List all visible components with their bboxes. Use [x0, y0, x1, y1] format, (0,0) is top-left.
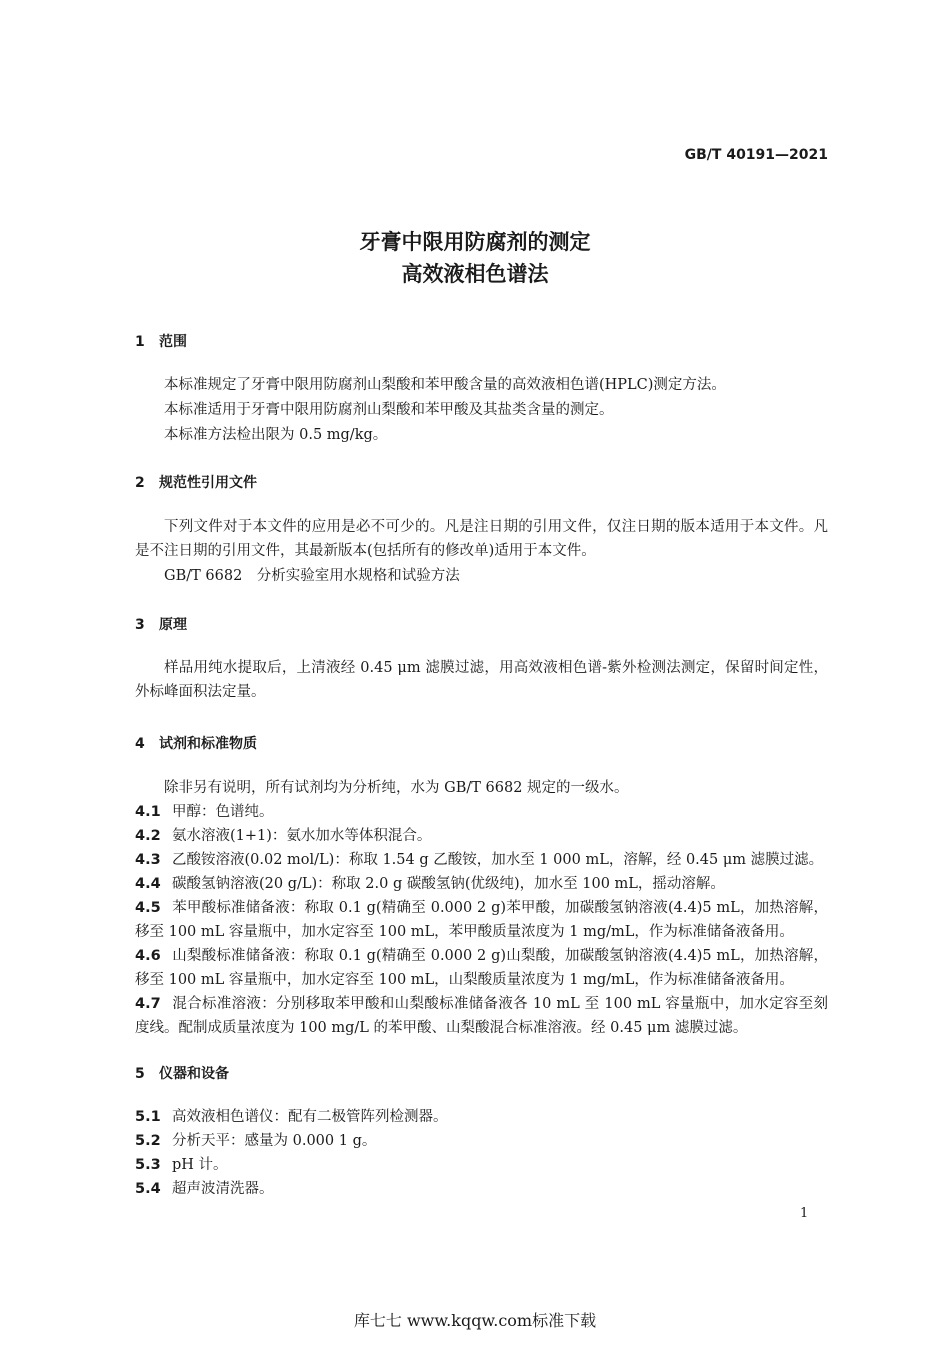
item-number: 4.6	[135, 948, 161, 964]
section-title: 原理	[159, 617, 187, 633]
item-text: 乙酸铵溶液(0.02 mol/L)：称取 1.54 g 乙酸铵，加水至 1 000 mL，溶解，经 0.45 μm 滤膜过滤。	[172, 852, 824, 868]
item-text: 碳酸氢钠溶液(20 g/L)：称取 2.0 g 碳酸氢钠(优级纯)，加水至 100 mL，摇动溶解。	[172, 876, 725, 892]
page-number: 1	[800, 1206, 809, 1221]
item-number: 5.4	[135, 1181, 161, 1197]
section-number: 3	[135, 617, 145, 633]
item-text: 甲醇：色谱纯。	[172, 804, 274, 820]
item-text: 苯甲酸标准储备液：称取 0.1 g(精确至 0.000 2 g)苯甲酸，加碳酸氢钠溶液(4.4)5 mL，加热溶解，移至 100 mL 容量瓶中，加水定容至 100 mL，苯甲酸质量浓度为 1 mg/mL，作为标准储备液备用。	[135, 900, 828, 940]
list-item	[135, 1129, 828, 1153]
list-item	[135, 1153, 828, 1177]
list-item	[135, 1177, 828, 1201]
document-subtitle: 高效液相色谱法	[401, 262, 549, 286]
item-text: 高效液相色谱仪：配有二极管阵列检测器。	[172, 1109, 448, 1125]
section-title: 试剂和标准物质	[159, 736, 257, 752]
paragraph: 除非另有说明，所有试剂均为分析纯，水为 GB/T 6682 规定的一级水。	[164, 780, 629, 796]
section-heading	[135, 1063, 229, 1083]
document-title: 牙膏中限用防腐剂的测定	[359, 230, 591, 254]
list-item	[135, 992, 828, 1040]
item-number: 5.3	[135, 1157, 161, 1173]
section-number: 4	[135, 736, 145, 752]
paragraph: 本标准适用于牙膏中限用防腐剂山梨酸和苯甲酸及其盐类含量的测定。	[164, 402, 614, 418]
item-text: 分析天平：感量为 0.000 1 g。	[172, 1133, 377, 1149]
item-number: 4.5	[135, 900, 161, 916]
section-title: 仪器和设备	[159, 1066, 229, 1082]
paragraph: 样品用纯水提取后，上清液经 0.45 μm 滤膜过滤，用高效液相色谱-紫外检测法测定，保留时间定性，外标峰面积法定量。	[135, 660, 828, 700]
item-text: 混合标准溶液：分别移取苯甲酸和山梨酸标准储备液各 10 mL 至 100 mL 容量瓶中，加水定容至刻度线。配制成质量浓度为 100 mg/L 的苯甲酸、山梨酸混合标准溶液。经 0.45 μm 滤膜过滤。	[135, 996, 828, 1036]
section-heading	[135, 733, 257, 753]
paragraph: 本标准方法检出限为 0.5 mg/kg。	[164, 427, 388, 443]
section-heading	[135, 472, 257, 492]
section-number: 5	[135, 1066, 145, 1082]
item-text: pH 计。	[172, 1157, 228, 1173]
list-item	[135, 1105, 828, 1129]
item-text: 山梨酸标准储备液：称取 0.1 g(精确至 0.000 2 g)山梨酸，加碳酸氢钠溶液(4.4)5 mL，加热溶解，移至 100 mL 容量瓶中，加水定容至 100 mL，山梨酸质量浓度为 1 mg/mL，作为标准储备液备用。	[135, 948, 828, 988]
section-heading	[135, 614, 187, 634]
item-number: 4.3	[135, 852, 161, 868]
list-item	[135, 848, 828, 872]
item-number: 4.4	[135, 876, 161, 892]
list-item	[135, 896, 828, 944]
item-number: 5.1	[135, 1109, 161, 1125]
item-number: 4.7	[135, 996, 161, 1012]
item-text: 超声波清洗器。	[172, 1181, 274, 1197]
item-text: 氨水溶液(1+1)：氨水加水等体积混合。	[172, 828, 432, 844]
list-item	[135, 944, 828, 992]
paragraph: 本标准规定了牙膏中限用防腐剂山梨酸和苯甲酸含量的高效液相色谱(HPLC)测定方法。	[164, 377, 726, 393]
section-title: 规范性引用文件	[159, 475, 257, 491]
standard-number: GB/T 40191—2021	[684, 147, 828, 163]
section-number: 2	[135, 475, 145, 491]
item-number: 4.1	[135, 804, 161, 820]
item-number: 4.2	[135, 828, 161, 844]
reference-entry: GB/T 6682 分析实验室用水规格和试验方法	[164, 568, 460, 584]
list-item	[135, 824, 828, 848]
list-item	[135, 872, 828, 896]
section-heading	[135, 331, 187, 351]
footer-watermark: 库七七 www.kqqw.com标准下载	[353, 1311, 597, 1330]
paragraph: 下列文件对于本文件的应用是必不可少的。凡是注日期的引用文件，仅注日期的版本适用于本文件。凡是不注日期的引用文件，其最新版本(包括所有的修改单)适用于本文件。	[135, 519, 828, 559]
section-title: 范围	[159, 334, 187, 350]
section-number: 1	[135, 334, 145, 350]
item-number: 5.2	[135, 1133, 161, 1149]
list-item	[135, 800, 828, 824]
